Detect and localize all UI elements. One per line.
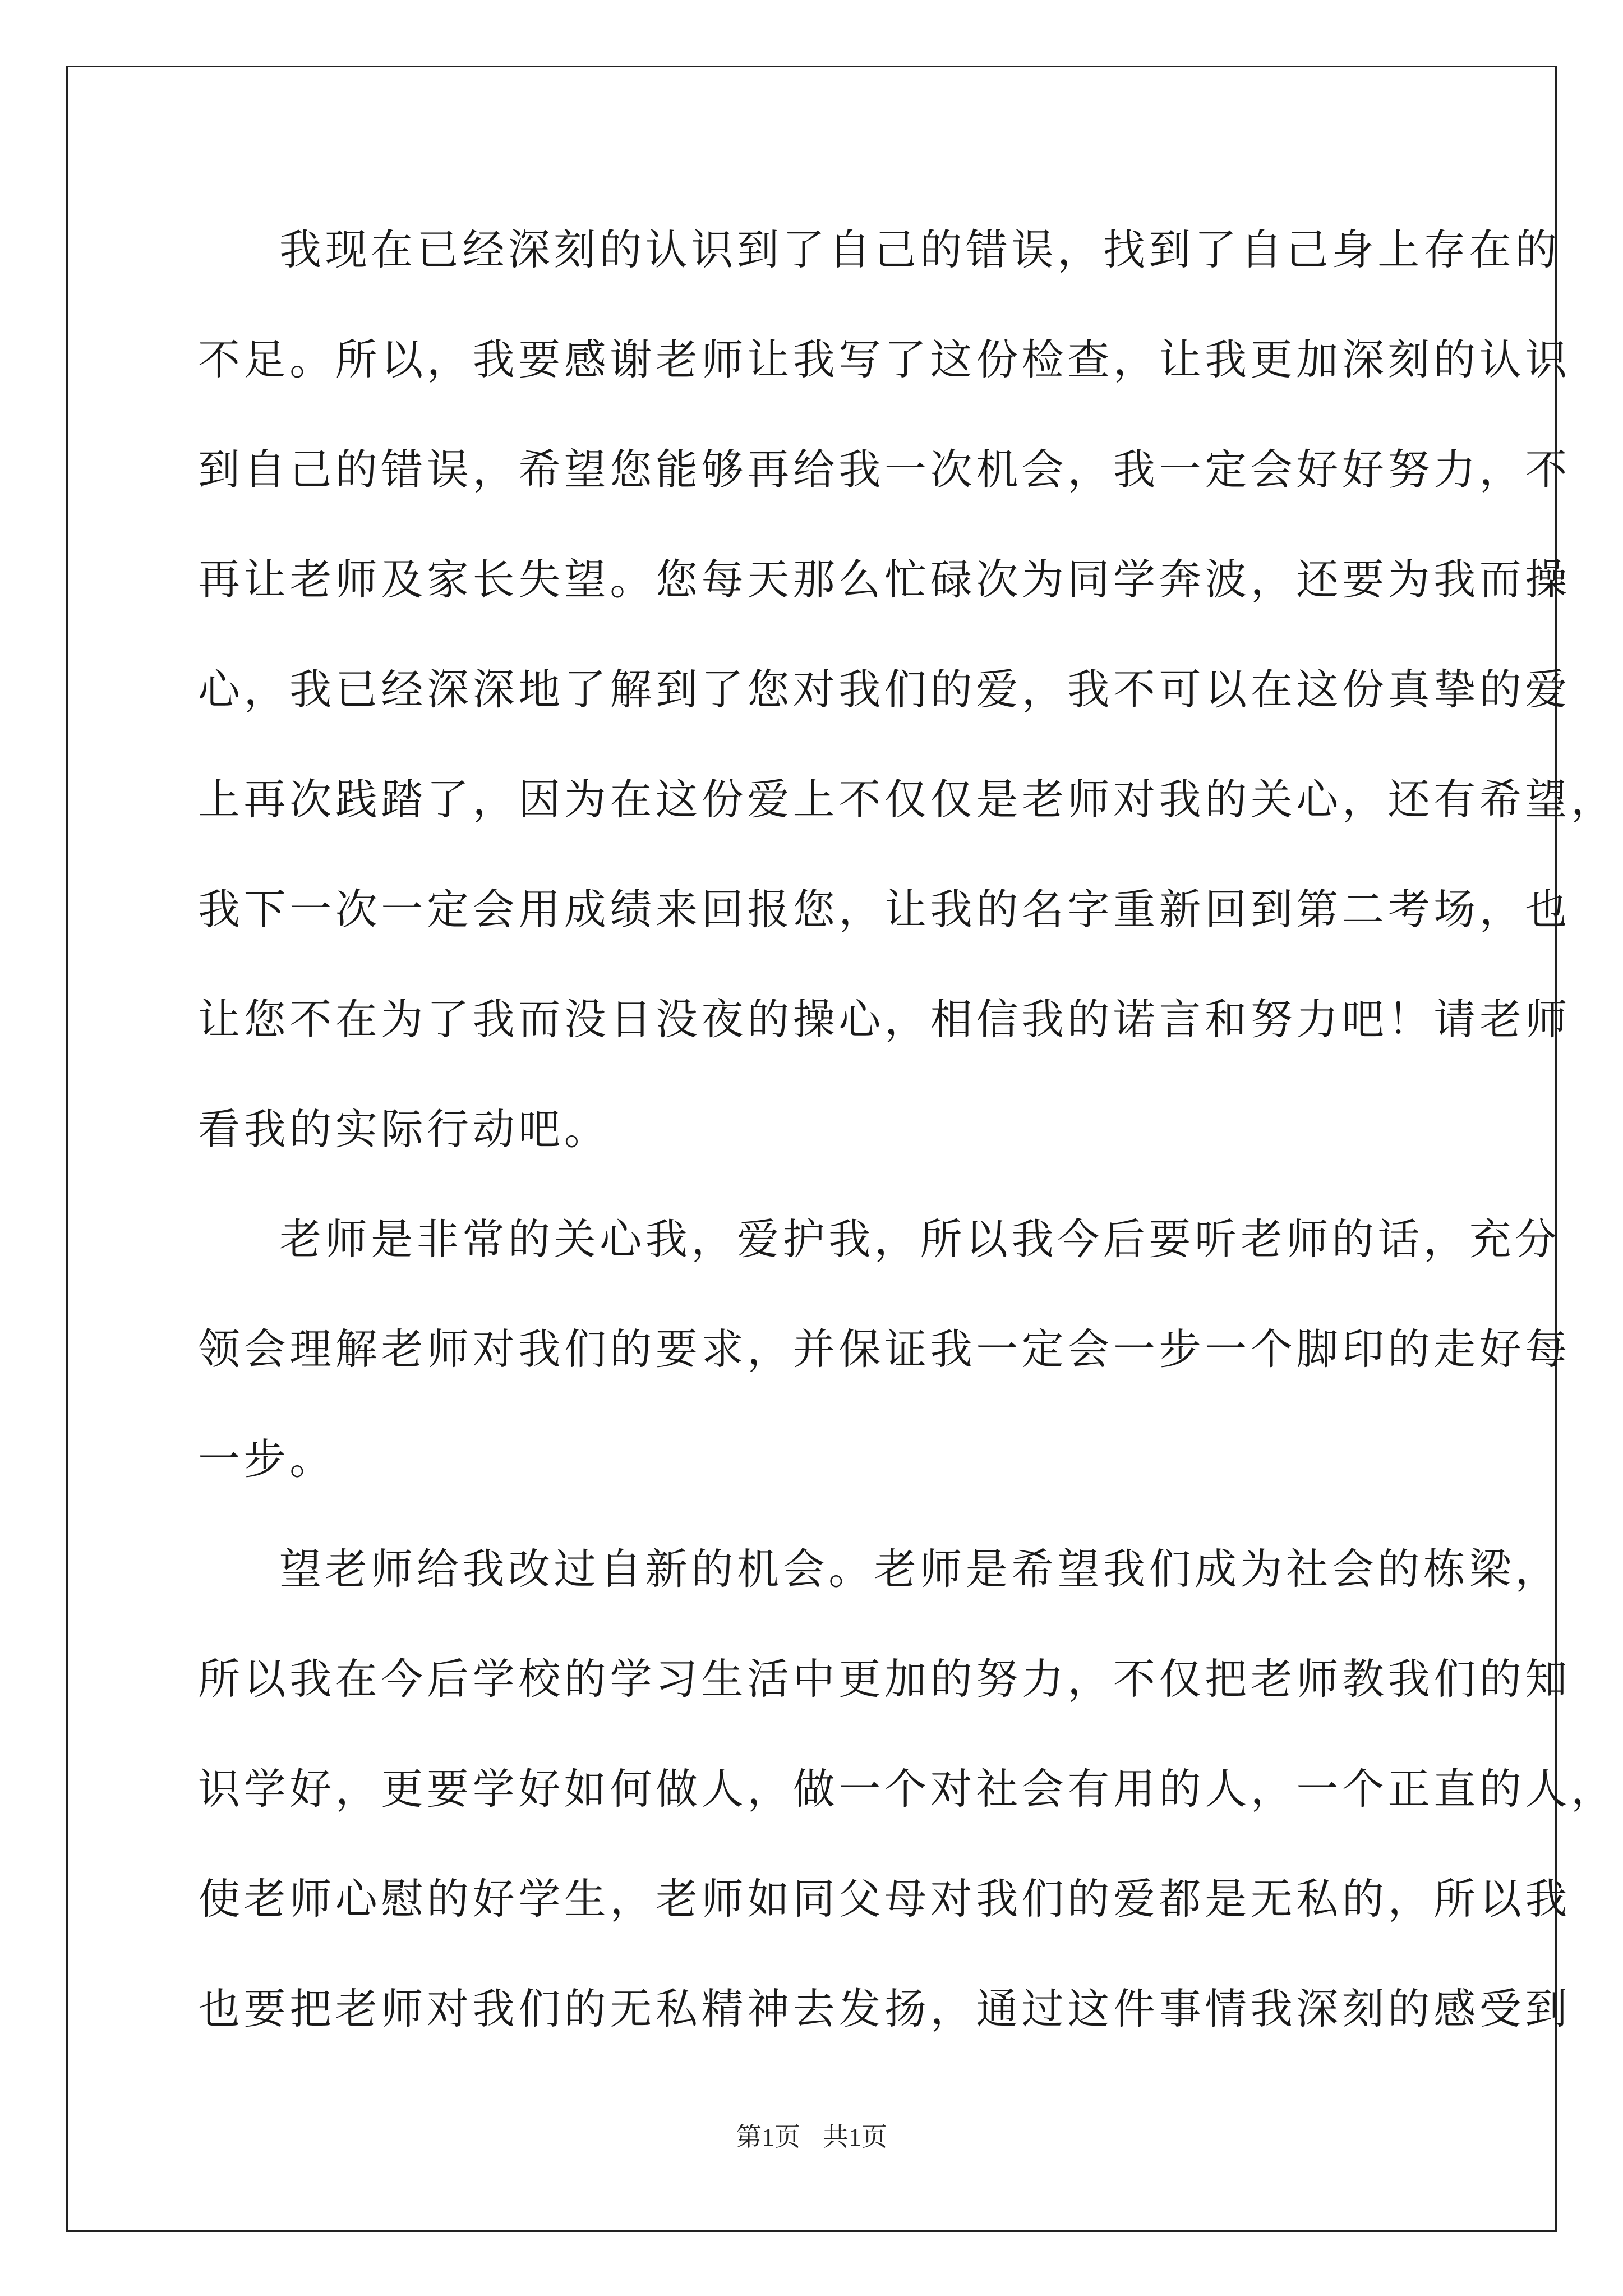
page-number-total: 共1页 <box>823 2123 887 2151</box>
paragraph-1-line-9: 看我的实际行动吧。 <box>198 1105 610 1154</box>
paragraph-3-line-3: 识学好，更要学好如何做人，做一个对社会有用的人，一个正直的人， <box>198 1764 1617 1814</box>
paragraph-2-line-2: 领会理解老师对我们的要求，并保证我一定会一步一个脚印的走好每 <box>198 1324 1571 1374</box>
paragraph-2-line-3: 一步。 <box>198 1434 335 1484</box>
paragraph-2-line-1: 老师是非常的关心我，爱护我，所以我今后要听老师的话，充分 <box>279 1214 1561 1264</box>
paragraph-1-line-7: 我下一次一定会用成绩来回报您，让我的名字重新回到第二考场，也 <box>198 885 1571 934</box>
paragraph-1-line-4: 再让老师及家长失望。您每天那么忙碌次为同学奔波，还要为我而操 <box>198 555 1571 604</box>
paragraph-3-line-4: 使老师心慰的好学生，老师如同父母对我们的爱都是无私的，所以我 <box>198 1874 1571 1924</box>
paragraph-3-line-1: 望老师给我改过自新的机会。老师是希望我们成为社会的栋梁， <box>279 1544 1561 1594</box>
page-footer <box>0 2120 1623 2154</box>
document-body <box>198 216 1617 2085</box>
paragraph-1-line-8: 让您不在为了我而没日没夜的操心，相信我的诺言和努力吧！请老师 <box>198 995 1571 1044</box>
paragraph-1-line-1: 我现在已经深刻的认识到了自己的错误，找到了自己身上存在的 <box>279 225 1561 274</box>
page-number-current: 第1页 <box>736 2123 800 2151</box>
paragraph-1-line-5: 心，我已经深深地了解到了您对我们的爱，我不可以在这份真挚的爱 <box>198 665 1571 714</box>
paragraph-3-line-5: 也要把老师对我们的无私精神去发扬，通过这件事情我深刻的感受到 <box>198 1984 1571 2033</box>
paragraph-1-line-6: 上再次践踏了，因为在这份爱上不仅仅是老师对我的关心，还有希望， <box>198 775 1617 824</box>
paragraph-3-line-2: 所以我在今后学校的学习生活中更加的努力，不仅把老师教我们的知 <box>198 1654 1571 1704</box>
paragraph-1-line-2: 不足。所以，我要感谢老师让我写了这份检查，让我更加深刻的认识 <box>198 335 1571 384</box>
paragraph-1-line-3: 到自己的错误，希望您能够再给我一次机会，我一定会好好努力，不 <box>198 445 1571 494</box>
